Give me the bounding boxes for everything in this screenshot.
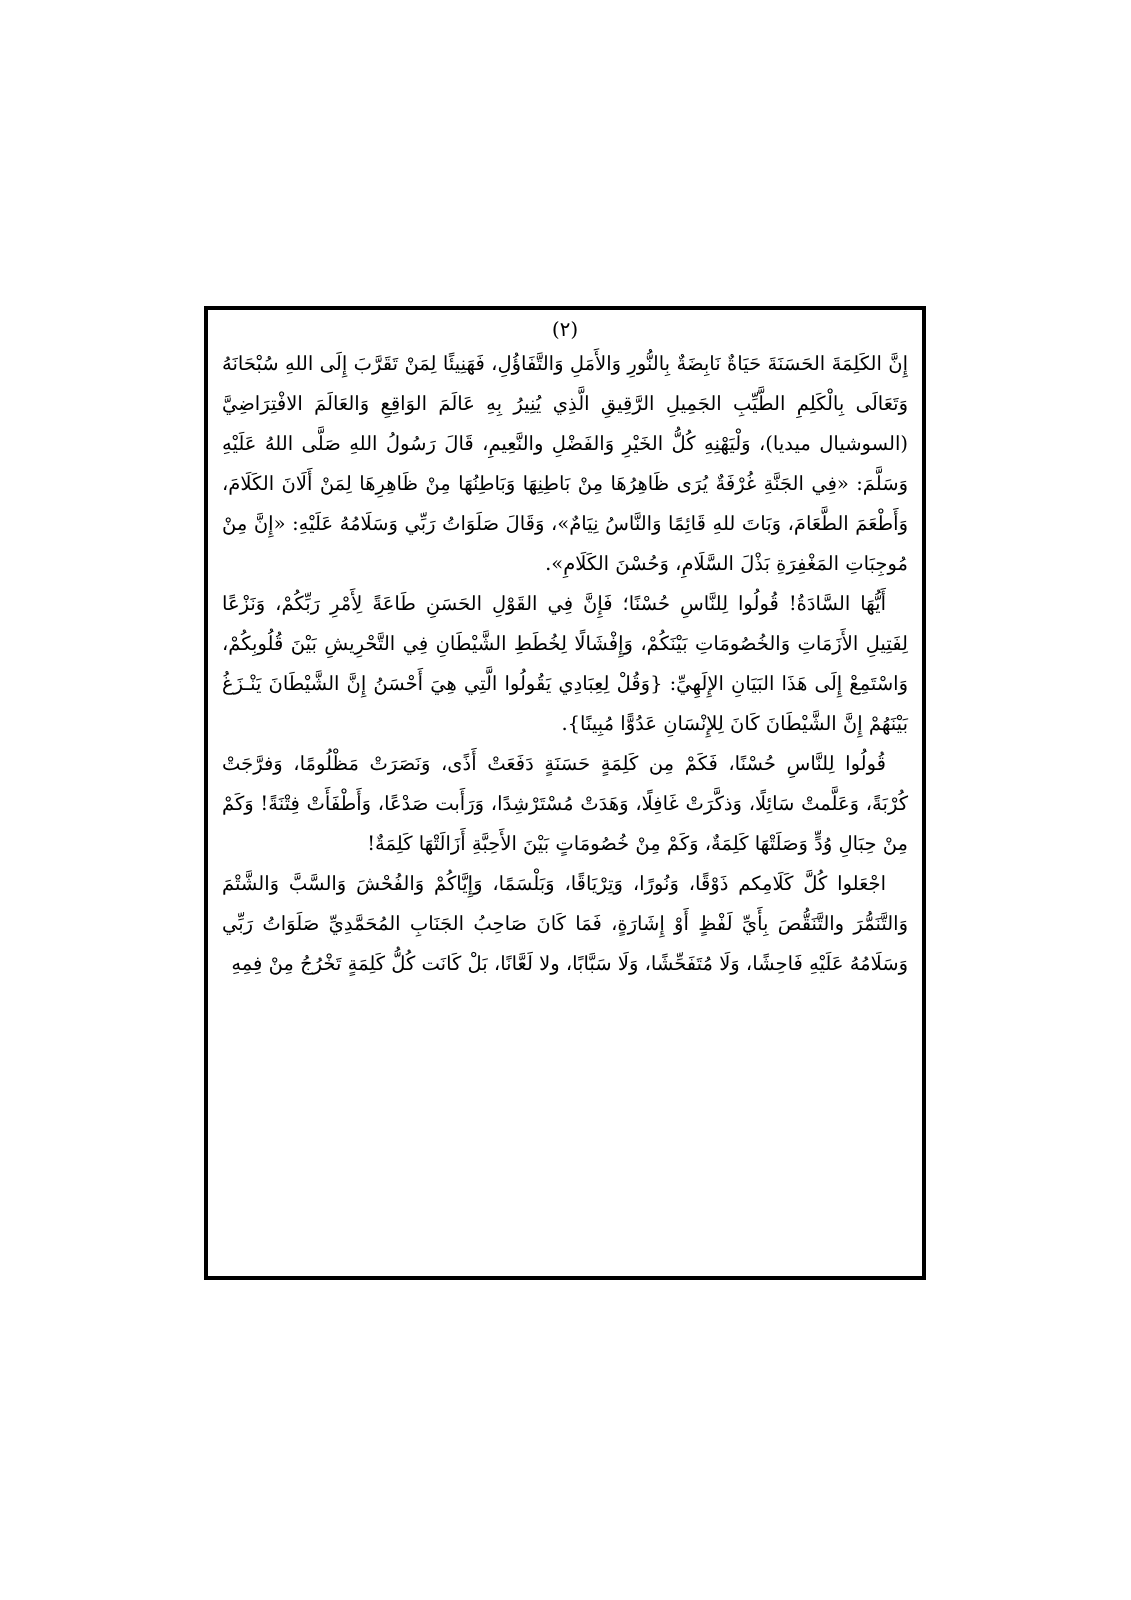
paragraph-4: اجْعَلوا كُلَّ كَلَامِكم ذَوْقًا، وَنُورًا، وَتِرْيَاقًا، وَبَلْسَمًا، وَإِيَّاكُمْ وَالفُحْشَ وَالسَّبَّ وَالشَّتْمَ وَالتَّنَمُّرَ والتَّنَقُّصَ بِأَيِّ لَفْظٍ أَوْ إِشَارَةٍ، فَمَا كَانَ صَاحِبُ الجَنَابِ المُحَمَّدِيِّ صَلَوَاتُ رَبِّي وَسَلَامُهُ عَلَيْهِ فَاحِشًا، وَلَا مُتَفَحِّشًا، وَلَا سَبَّابًا، ولا لَعَّانًا، بَلْ كَانَت كُلُّ كَلِمَةٍ تَخْرُجُ مِنْ فِمِهِ: [222, 872, 908, 975]
page-frame: [204, 306, 926, 1280]
paragraph-3: قُولُوا لِلنَّاسِ حُسْنًا، فَكَمْ مِن كَلِمَةٍ حَسَنَةٍ دَفَعَتْ أَذًى، وَنَصَرَتْ مَظْلُومًا، وَفرَّجَتْ كُرْبَةً، وَعَلَّمتْ سَائِلًا، وَذكَّرَتْ غَافِلًا، وَهَدَتْ مُسْتَرْشِدًا، وَرَأَبت صَدْعًا، وَأَطْفَأَتْ فِتْنَةً! وَكَمْ مِنْ حِبَالِ وُدٍّ وَصَلَتْهَا كَلِمَةٌ، وَكَمْ مِنْ خُصُومَاتٍ بَيْنَ الأَحِبَّةِ أَزَالَتْهَا كَلِمَةٌ!: [222, 752, 908, 855]
paragraph-1: إِنَّ الكَلِمَةَ الحَسَنَةَ حَيَاةٌ نَابِضَةٌ بِالنُّورِ وَالأَمَلِ وَالتَّفَاؤُلِ، فَهَنِيئًا لِمَنْ تَقَرَّبَ إِلَى اللهِ سُبْحَانَهُ وَتَعَالَى بِالْكَلِمِ الطَّيِّبِ الجَمِيلِ الرَّقِيقِ الَّذِي يُنِيرُ بِهِ عَالَمَ الوَاقِعِ وَالعَالَمَ الافْتِرَاضِيَّ (السوشيال ميديا)، وَلْيَهْنِهِ كُلُّ الخَيْرِ وَالفَضْلِ والنَّعِيمِ، قَالَ رَسُولُ اللهِ صَلَّى اللهُ عَلَيْهِ وَسَلَّمَ: «فِي الجَنَّةِ غُرْفَةٌ يُرَى ظَاهِرُهَا مِنْ بَاطِنِهَا وَبَاطِنُهَا مِنْ ظَاهِرِهَا لِمَنْ أَلَانَ الكَلَامَ، وَأَطْعَمَ الطَّعَامَ، وَبَاتَ للهِ قَائِمًا وَالنَّاسُ نِيَامٌ»، وَقَالَ صَلَوَاتُ رَبِّي وَسَلَامُهُ عَلَيْهِ: «إِنَّ مِنْ مُوجِبَاتِ المَغْفِرَةِ بَذْلَ السَّلَامِ، وَحُسْنَ الكَلَامِ».: [222, 352, 908, 575]
paragraph-2: أَيُّهَا السَّادَةُ! قُولُوا لِلنَّاسِ حُسْنًا؛ فَإِنَّ فِي القَوْلِ الحَسَنِ طَاعَةً لِأَمْرِ رَبِّكُمْ، وَنَزْعًا لِفَتِيلِ الأَزَمَاتِ وَالخُصُومَاتِ بَيْنَكُمْ، وَإِفْشَالًا لِخُطَطِ الشَّيْطَانِ فِي التَّحْرِيشِ بَيْنَ قُلُوبِكُمْ، وَاسْتَمِعْ إِلَى هَذَا البَيَانِ الإِلَهِيِّ: {وَقُلْ لِعِبَادِي يَقُولُوا الَّتِي هِيَ أَحْسَنُ إِنَّ الشَّيْطَانَ يَنْـزَغُ بَيْنَهُمْ إِنَّ الشَّيْطَانَ كَانَ لِلإِنْسَانِ عَدُوًّا مُبِينًا}.: [222, 592, 908, 735]
page-number: (٢): [551, 317, 579, 341]
